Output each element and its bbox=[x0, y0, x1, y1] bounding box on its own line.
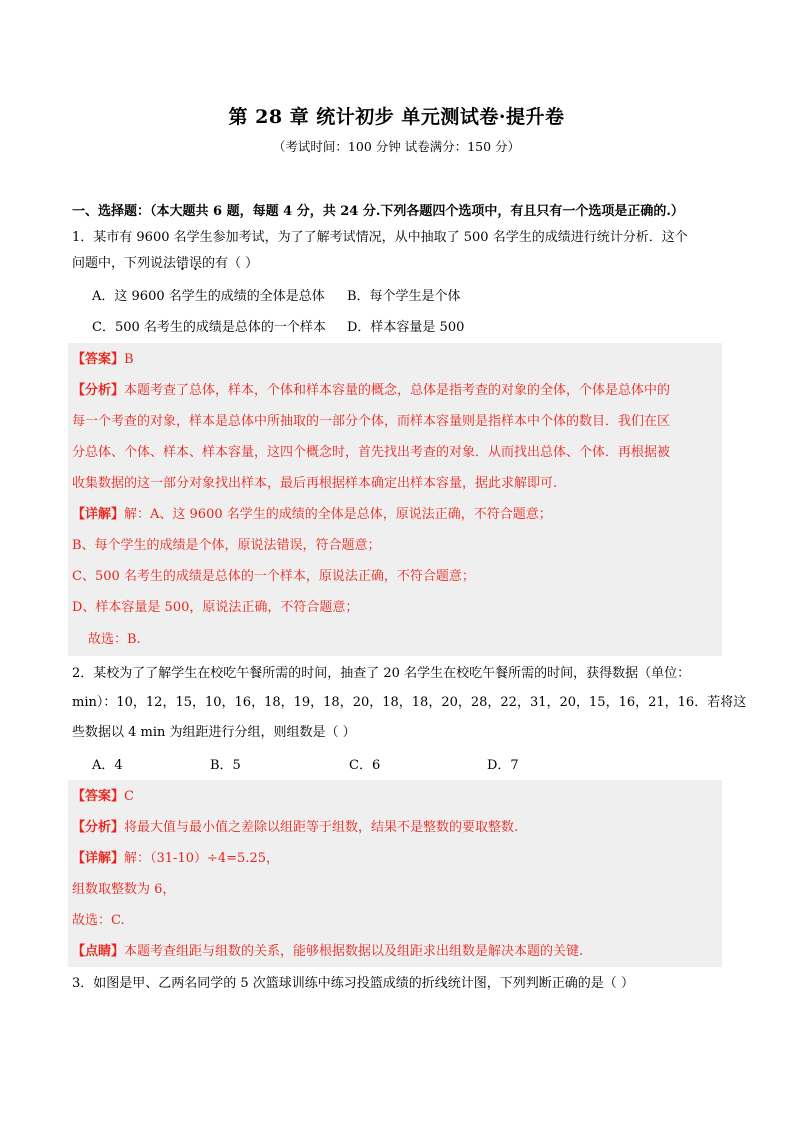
q1-stem-line1: 1．某市有 9600 名学生参加考试，为了了解考试情况，从中抽取了 500 名学生的成绩进行统计分析．这个 bbox=[72, 230, 688, 245]
q1-option-d: D．样本容量是 500 bbox=[347, 320, 465, 335]
section-heading: 一、选择题：（本大题共 6 题，每题 4 分，共 24 分.下列各题四个选项中，有且只有一个选项是正确的.） bbox=[72, 204, 684, 219]
analysis-text: 将最大值与最小值之差除以组距等于组数，结果不是整数的要取整数. bbox=[124, 820, 519, 835]
q1-emphasis-char-1: 错 bbox=[176, 256, 190, 271]
q2-option-a: A．4 bbox=[92, 758, 123, 773]
page-subtitle: （考试时间：100 分钟 试卷满分：150 分） bbox=[272, 139, 521, 154]
page-title: 第 28 章 统计初步 单元测试卷·提升卷 bbox=[228, 106, 565, 128]
q2-option-c: C．6 bbox=[349, 758, 381, 773]
q1-stem-text: 问题中，下列说法 bbox=[72, 256, 177, 271]
detail-tag: 【详解】 bbox=[72, 851, 125, 866]
q1-stem-tail: 的有（ ） bbox=[202, 256, 259, 271]
q2-detail-line2: 组数取整数为 6， bbox=[72, 882, 176, 897]
q2-stem-line3: 些数据以 4 min 为组距进行分组，则组数是（ ） bbox=[72, 725, 356, 740]
answer-value: C bbox=[124, 789, 134, 804]
analysis-text: 本题考查了总体，样本，个体和样本容量的概念，总体是指考查的对象的全体，个体是总体中的 bbox=[124, 383, 671, 398]
comment-text: 本题考查组距与组数的关系，能够根据数据以及组距求出组数是解决本题的关键. bbox=[124, 944, 584, 959]
q2-option-b: B．5 bbox=[210, 758, 241, 773]
q1-options-row1 bbox=[92, 287, 712, 307]
detail-text: 解：（31-10）÷4=5.25， bbox=[124, 851, 279, 866]
q1-answer bbox=[72, 350, 134, 370]
analysis-tag: 【分析】 bbox=[72, 383, 125, 398]
q1-analysis-line1 bbox=[72, 381, 670, 401]
q2-answer bbox=[72, 787, 134, 807]
q2-stem-line1: 2．某校为了了解学生在校吃午餐所需的时间，抽查了 20 名学生在校吃午餐所需的时间，获得数据（单位： bbox=[72, 666, 691, 681]
analysis-tag: 【分析】 bbox=[72, 820, 125, 835]
q2-solution-box bbox=[68, 780, 722, 967]
q1-detail-line2: B、每个学生的成绩是个体，原说法错误，符合题意； bbox=[72, 538, 381, 553]
q1-detail-line3: C、500 名考生的成绩是总体的一个样本，原说法正确，不符合题意； bbox=[72, 569, 475, 584]
answer-tag: 【答案】 bbox=[72, 352, 125, 367]
q1-emphasis-char-2: 误 bbox=[189, 256, 203, 271]
q1-detail-line1 bbox=[72, 505, 552, 525]
q1-analysis-line3: 分总体、个体、样本、样本容量，这四个概念时，首先找出考查的对象．从而找出总体、个体．再根据被 bbox=[72, 445, 671, 460]
q1-option-a: A．这 9600 名学生的成绩的全体是总体 bbox=[92, 289, 325, 304]
q1-stem-line2 bbox=[72, 254, 258, 274]
q1-option-b: B．每个学生是个体 bbox=[347, 289, 461, 304]
detail-tag: 【详解】 bbox=[72, 507, 125, 522]
q1-analysis-line2: 每一个考查的对象，样本是总体中所抽取的一部分个体，而样本容量则是指样本中个体的数目．我们在区 bbox=[72, 414, 671, 429]
answer-tag: 【答案】 bbox=[72, 789, 125, 804]
q1-detail-line5: 故选：B. bbox=[88, 632, 141, 647]
q2-option-d: D．7 bbox=[487, 758, 519, 773]
q2-detail-line3: 故选：C. bbox=[72, 913, 125, 928]
answer-value: B bbox=[124, 352, 134, 367]
q2-comment bbox=[72, 942, 583, 962]
detail-text: 解：A、这 9600 名学生的成绩的全体是总体，原说法正确，不符合题意； bbox=[124, 507, 552, 522]
q2-detail-line1 bbox=[72, 849, 279, 869]
comment-tag: 【点睛】 bbox=[72, 944, 125, 959]
q1-analysis-line4: 收集数据的这一部分对象找出样本，最后再根据样本确定出样本容量，据此求解即可. bbox=[72, 476, 558, 491]
q3-stem-line1: 3．如图是甲、乙两名同学的 5 次篮球训练中练习投篮成绩的折线统计图，下列判断正确的是（ ） bbox=[72, 976, 634, 991]
q1-option-c: C．500 名考生的成绩是总体的一个样本 bbox=[92, 320, 326, 335]
q2-stem-line2: min）：10，12，15，10，16，18，19，18，20，18，18，20，28，22，31，20，15，16，21，16．若将这 bbox=[72, 695, 747, 710]
q1-options-row2 bbox=[92, 318, 712, 338]
q2-options-row bbox=[92, 756, 712, 776]
q1-detail-line4: D、样本容量是 500，原说法正确，不符合题意； bbox=[72, 600, 359, 615]
q2-analysis bbox=[72, 818, 518, 838]
